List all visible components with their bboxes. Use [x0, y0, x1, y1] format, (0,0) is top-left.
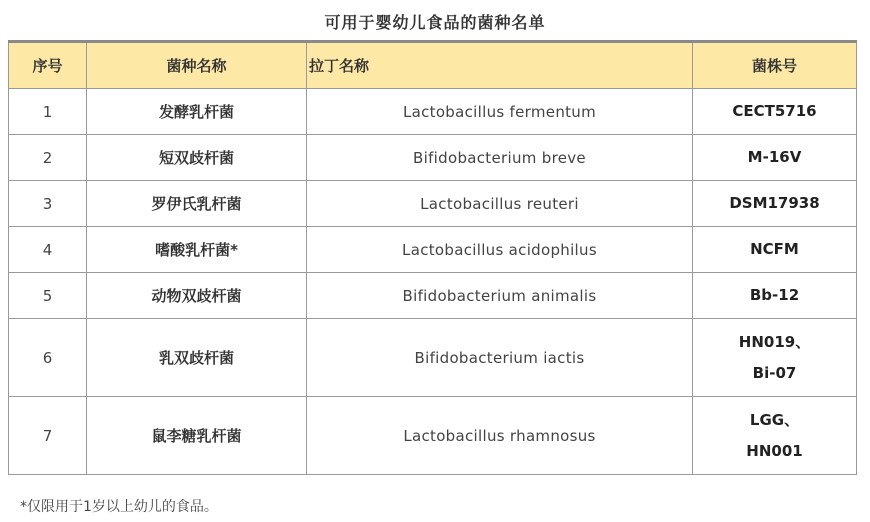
- cell-strain: [693, 227, 857, 273]
- cell-number: 6: [9, 319, 87, 397]
- cell-chinese-name: 乳双歧杆菌: [87, 319, 307, 397]
- cell-latin-name: Lactobacillus reuteri: [307, 181, 693, 227]
- cell-strain: [693, 181, 857, 227]
- column-header-number: 序号: [9, 42, 87, 89]
- footnote: *仅限用于1岁以上幼儿的食品。: [20, 499, 218, 515]
- strain-line: CECT5716: [732, 102, 817, 120]
- strain-line: DSM17938: [729, 194, 820, 212]
- cell-number: 3: [9, 181, 87, 227]
- cell-strain: [693, 89, 857, 135]
- cell-latin-name: Bifidobacterium animalis: [307, 273, 693, 319]
- table-row: [9, 135, 857, 181]
- cell-strain: [693, 273, 857, 319]
- cell-latin-name: Lactobacillus rhamnosus: [307, 397, 693, 475]
- cell-number: 4: [9, 227, 87, 273]
- strain-line: Bi-07: [752, 363, 797, 382]
- table-row: [9, 273, 857, 319]
- table-row: [9, 319, 857, 397]
- cell-chinese-name: 嗜酸乳杆菌*: [87, 227, 307, 273]
- strain-line: HN019、: [738, 332, 811, 351]
- strain-line: M-16V: [747, 148, 802, 166]
- cell-latin-name: Lactobacillus acidophilus: [307, 227, 693, 273]
- cell-strain: [693, 319, 857, 397]
- strain-line: LGG、: [749, 410, 800, 429]
- cell-chinese-name: 短双歧杆菌: [87, 135, 307, 181]
- cell-latin-name: Bifidobacterium breve: [307, 135, 693, 181]
- cell-chinese-name: 鼠李糖乳杆菌: [87, 397, 307, 475]
- cell-number: 1: [9, 89, 87, 135]
- table-header-row: [9, 42, 857, 89]
- column-header-strain: 菌株号: [693, 42, 857, 89]
- cell-latin-name: Lactobacillus fermentum: [307, 89, 693, 135]
- table-row: [9, 397, 857, 475]
- table-row: [9, 89, 857, 135]
- table-row: [9, 227, 857, 273]
- cell-strain: [693, 397, 857, 475]
- strain-line: NCFM: [750, 240, 799, 258]
- cell-strain: [693, 135, 857, 181]
- table-row: [9, 181, 857, 227]
- strain-line: HN001: [746, 441, 803, 460]
- cell-latin-name: Bifidobacterium iactis: [307, 319, 693, 397]
- strain-line: Bb-12: [749, 286, 800, 304]
- column-header-latin-name: 拉丁名称: [307, 42, 693, 89]
- cell-chinese-name: 动物双歧杆菌: [87, 273, 307, 319]
- cell-chinese-name: 发酵乳杆菌: [87, 89, 307, 135]
- page-title: 可用于婴幼儿食品的菌种名单: [324, 13, 546, 32]
- strain-table: [8, 40, 857, 475]
- cell-chinese-name: 罗伊氏乳杆菌: [87, 181, 307, 227]
- column-header-chinese-name: 菌种名称: [87, 42, 307, 89]
- cell-number: 7: [9, 397, 87, 475]
- cell-number: 5: [9, 273, 87, 319]
- cell-number: 2: [9, 135, 87, 181]
